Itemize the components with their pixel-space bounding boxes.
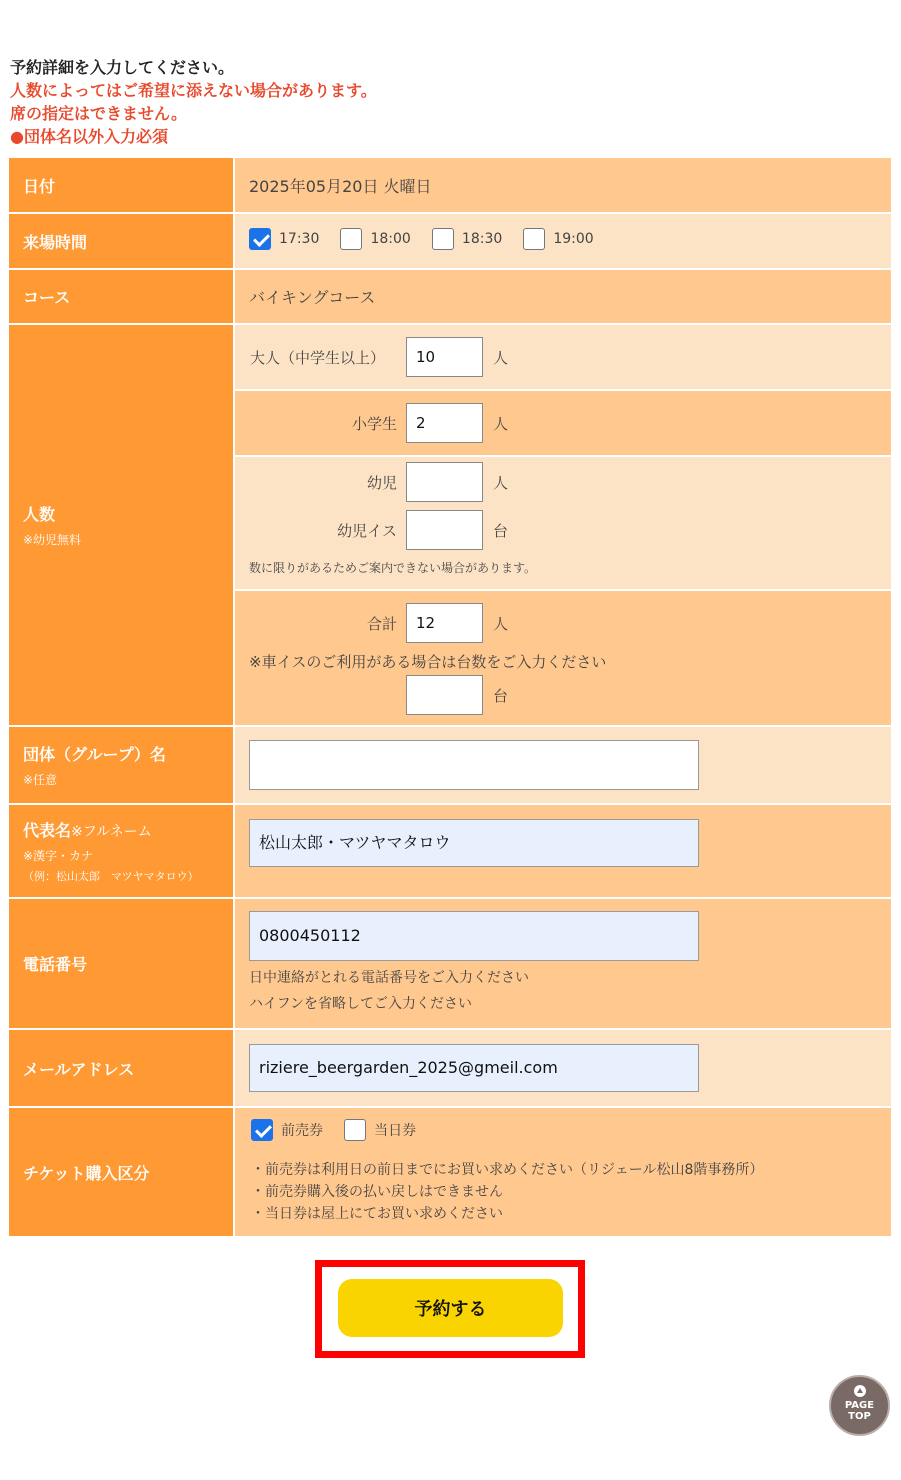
infant-chair-input[interactable] <box>406 510 483 550</box>
ticket-label: チケット購入区分 <box>9 1107 234 1237</box>
infant-label: 幼児 <box>366 473 397 492</box>
checkbox-checked-icon[interactable] <box>249 228 271 250</box>
course-label: コース <box>9 269 234 324</box>
checkbox-icon[interactable] <box>344 1119 366 1141</box>
phone-label: 電話番号 <box>9 898 234 1029</box>
total-input[interactable]: 12 <box>406 603 483 643</box>
intro-warning: 人数によってはご希望に添えない場合があります。 <box>10 81 377 100</box>
intro-required-note: ●団体名以外入力必須 <box>10 127 168 146</box>
email-cell <box>234 1029 891 1107</box>
people-fields <box>234 324 891 726</box>
email-input[interactable]: riziere_beergarden_2025@gmeil.com <box>249 1044 699 1092</box>
date-label: 日付 <box>9 158 234 213</box>
infant-chair-label: 幼児イス <box>337 521 397 540</box>
elementary-label: 小学生 <box>351 414 397 433</box>
infant-input[interactable] <box>406 462 483 502</box>
representative-sub: ※漢字・カナ <box>23 849 94 863</box>
representative-label-cell <box>9 804 234 898</box>
arrow-up-icon <box>854 1385 866 1397</box>
group-name-input[interactable] <box>249 740 699 790</box>
representative-label-note: ※フルネーム <box>71 824 152 840</box>
total-unit: 人 <box>493 614 509 633</box>
group-label-cell <box>9 726 234 804</box>
infant-chair-row <box>235 505 891 555</box>
ticket-note-3: ・当日券は屋上にてお買い求めください <box>251 1206 503 1222</box>
wheelchair-note: ※車イスのご利用がある場合は台数をご入力ください <box>249 653 607 671</box>
intro-text <box>10 56 377 148</box>
wheelchair-row <box>235 672 891 718</box>
row-people <box>9 324 891 726</box>
ticket-note-2: ・前売券購入後の払い戻しはできません <box>251 1184 503 1200</box>
adult-unit: 人 <box>493 348 509 367</box>
time-option-1900[interactable]: 19:00 <box>523 228 593 250</box>
wheelchair-unit: 台 <box>493 686 509 705</box>
total-label: 合計 <box>366 614 397 633</box>
adult-input[interactable]: 10 <box>406 337 483 377</box>
people-label: 人数 <box>23 505 56 524</box>
adult-row <box>235 325 891 389</box>
checkbox-icon[interactable] <box>432 228 454 250</box>
ticket-cell <box>234 1107 891 1237</box>
submit-highlight-frame <box>315 1260 585 1358</box>
representative-input[interactable]: 松山太郎・マツヤマタロウ <box>249 819 699 867</box>
checkbox-checked-icon[interactable] <box>251 1119 273 1141</box>
infant-row <box>235 459 891 505</box>
intro-instruction: 予約詳細を入力してください。 <box>10 58 235 77</box>
time-option-1730[interactable]: 17:30 <box>249 228 319 250</box>
representative-label: 代表名 <box>23 821 72 840</box>
people-sub: ※幼児無料 <box>23 533 82 547</box>
phone-note-1: 日中連絡がとれる電話番号をご入力ください <box>249 969 529 986</box>
course-value: バイキングコース <box>234 269 891 324</box>
ticket-option-sameday[interactable]: 当日券 <box>344 1119 416 1141</box>
submit-button[interactable]: 予約する <box>338 1279 563 1337</box>
row-representative <box>9 804 891 898</box>
group-sub: ※任意 <box>23 773 58 787</box>
checkbox-icon[interactable] <box>340 228 362 250</box>
intro-seat-note: 席の指定はできません。 <box>10 104 187 123</box>
phone-note-2: ハイフンを省略してご入力ください <box>249 995 473 1012</box>
row-email <box>9 1029 891 1107</box>
time-label: 来場時間 <box>9 213 234 269</box>
infant-chair-note: 数に限りがあるためご案内できない場合があります。 <box>249 561 537 575</box>
representative-example: （例：松山太郎 マツヤマタロウ） <box>23 870 199 883</box>
ticket-notes <box>251 1159 891 1225</box>
time-option-1830[interactable]: 18:30 <box>432 228 502 250</box>
reservation-form <box>9 158 891 1238</box>
ticket-note-1: ・前売券は利用日の前日までにお買い求めください（リジェール松山8階事務所） <box>251 1162 764 1178</box>
row-time <box>9 213 891 269</box>
infant-unit: 人 <box>493 473 509 492</box>
date-value: 2025年05月20日 火曜日 <box>234 158 891 213</box>
row-ticket <box>9 1107 891 1237</box>
row-phone <box>9 898 891 1029</box>
row-date <box>9 158 891 213</box>
representative-cell <box>234 804 891 898</box>
infant-chair-unit: 台 <box>493 521 509 540</box>
elementary-input[interactable]: 2 <box>406 403 483 443</box>
elementary-row <box>235 391 891 455</box>
time-option-1800[interactable]: 18:00 <box>340 228 410 250</box>
page-top-button[interactable]: PAGE TOP <box>829 1375 890 1436</box>
time-options <box>234 213 891 269</box>
group-cell <box>234 726 891 804</box>
row-group <box>9 726 891 804</box>
email-label: メールアドレス <box>9 1029 234 1107</box>
phone-cell <box>234 898 891 1029</box>
adult-label: 大人（中学生以上） <box>250 348 386 367</box>
phone-input[interactable]: 0800450112 <box>249 911 699 961</box>
row-course <box>9 269 891 324</box>
group-label: 団体（グループ）名 <box>23 745 166 764</box>
ticket-option-advance[interactable]: 前売券 <box>251 1119 323 1141</box>
wheelchair-input[interactable] <box>406 675 483 715</box>
people-label-cell <box>9 324 234 726</box>
checkbox-icon[interactable] <box>523 228 545 250</box>
elementary-unit: 人 <box>493 414 509 433</box>
total-row <box>235 601 891 645</box>
